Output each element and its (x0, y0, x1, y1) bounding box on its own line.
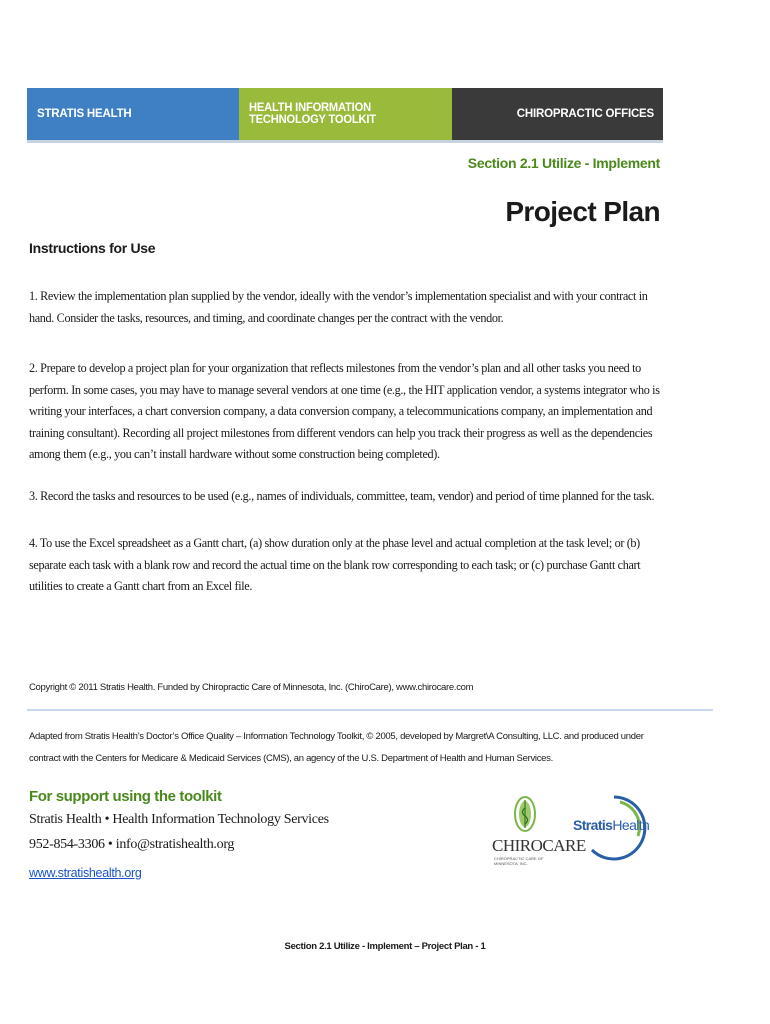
instruction-paragraph-4: 4. To use the Excel spreadsheet as a Gantt chart, (a) show duration only at the phase level and actual completion at the task level; or (b) separate each task with a blank row and record the actual time on the blank row corresponding to each task; or (c) purchase Gantt chart utilities to create a Gantt chart from an Excel file. (29, 536, 641, 593)
banner-toolkit (239, 88, 452, 140)
stratis-health-logo (570, 794, 650, 862)
instruction-paragraph-3: 3. Record the tasks and resources to be used (e.g., names of individuals, committee, team, vendor) and period of time planned for the task. (29, 489, 655, 503)
support-organization: Stratis Health • Health Information Technology Services (29, 812, 329, 827)
chirocare-logo (490, 792, 586, 866)
stratis-wordmark (573, 817, 649, 833)
stratis-website-link[interactable]: www.stratishealth.org (29, 866, 142, 880)
section-label: Section 2.1 Utilize - Implement (467, 155, 660, 171)
header-banner (27, 88, 663, 140)
divider (27, 709, 713, 711)
chirocare-leaf-icon (510, 794, 540, 834)
banner-left-label: STRATIS HEALTH (37, 108, 132, 120)
instruction-paragraph-1: 1. Review the implementation plan supplied by the vendor, ideally with the vendor’s implementation specialist and with your contract in hand. Consider the tasks, resources, and timing, and coordinate changes per the contract with the vendor. (29, 289, 648, 325)
banner-center-label: HEALTH INFORMATION TECHNOLOGY TOOLKIT (249, 102, 376, 126)
banner-stratis-health (27, 88, 239, 140)
page-footer: Section 2.1 Utilize - Implement – Project Plan - 1 (284, 941, 486, 952)
support-heading: For support using the toolkit (29, 788, 222, 805)
stratis-wordmark-part1: Stratis (573, 817, 613, 833)
copyright-notice: Copyright © 2011 Stratis Health. Funded by Chiropractic Care of Minnesota, Inc. (ChiroCare), www.chirocare.com (29, 682, 474, 693)
page-title: Project Plan (505, 196, 660, 227)
instruction-paragraph-2: 2. Prepare to develop a project plan for your organization that reflects milestones from the vendor’s plan and all other tasks you need to perform. In some cases, you may have to manage several vendors at one time (e.g., the HIT application vendor, a systems integrator who is writing your interfaces, a chart conversion company, a data conversion company, a telecommunications company, an implementation and training consultant). Recording all project milestones from different vendors can help you track their progress as well as the dependencies among them (e.g., you can’t install hardware without some construction being completed). (29, 361, 660, 461)
banner-right-label: CHIROPRACTIC OFFICES (516, 108, 654, 120)
banner-underline (27, 140, 663, 143)
chirocare-wordmark: CHIROCARE (492, 836, 586, 855)
chirocare-tagline: CHIROPRACTIC CARE OF MINNESOTA, INC. (494, 856, 544, 866)
banner-chiropractic (452, 88, 663, 140)
adapted-notice: Adapted from Stratis Health’s Doctor’s Office Quality – Information Technology Toolkit, © 2005, developed by Margret\A Consulting, LLC. and produced under contract with the Centers for Medicare & Medicaid Services (CMS), an agency of the U.S. Department of Health and Human Services. (29, 731, 644, 764)
instructions-heading: Instructions for Use (29, 240, 156, 256)
stratis-wordmark-part2: Health (612, 817, 650, 833)
support-contact: 952-854-3306 • info@stratishealth.org (29, 837, 235, 852)
